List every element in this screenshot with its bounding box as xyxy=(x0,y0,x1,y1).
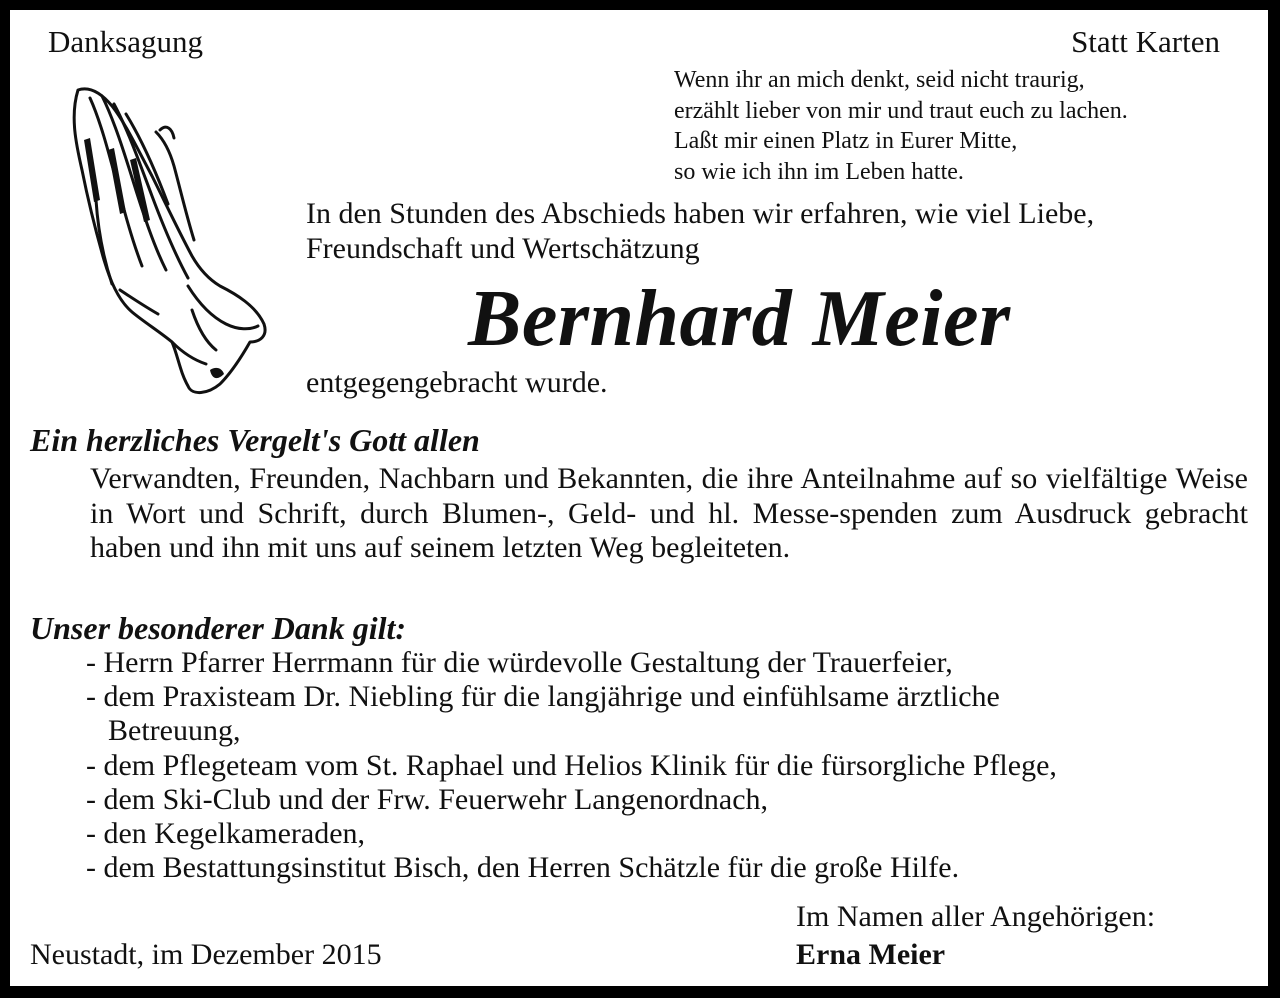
list-item: - dem Ski-Club und der Frw. Feuerwehr Langenordnach, xyxy=(86,782,769,816)
poem-line: Wenn ihr an mich denkt, seid nicht traurig, xyxy=(674,67,1085,93)
list-item: - dem Praxisteam Dr. Niebling für die langjährige und einfühlsame ärztliche xyxy=(86,680,1000,714)
poem-line: erzählt lieber von mir und traut euch zu lachen. xyxy=(674,97,1128,124)
thanks-heading: Ein herzliches Vergelt's Gott allen xyxy=(30,422,480,458)
signature-line: Im Namen aller Angehörigen: xyxy=(796,900,1156,933)
list-item: - dem Bestattungsinstitut Bisch, den Herren Schätzle für die große Hilfe. xyxy=(86,851,960,885)
poem-line: Laßt mir einen Platz in Eurer Mitte, xyxy=(674,128,1018,154)
deceased-name: Bernhard Meier xyxy=(468,275,1011,363)
list-item: - dem Pflegeteam vom St. Raphael und Helios Klinik für die fürsorgliche Pflege, xyxy=(86,748,1057,782)
intro-text xyxy=(306,196,1094,266)
special-thanks-list xyxy=(86,646,1057,885)
list-item-continuation: Betreuung, xyxy=(108,714,241,748)
poem xyxy=(674,65,1128,187)
praying-hands-icon xyxy=(60,80,270,400)
list-item: - den Kegelkameraden, xyxy=(86,817,366,851)
signature-name: Erna Meier xyxy=(796,938,946,971)
obituary-notice xyxy=(10,10,1268,986)
list-item: - Herrn Pfarrer Herrmann für die würdevolle Gestaltung der Trauerfeier, xyxy=(86,646,953,679)
thanks-paragraph: Verwandten, Freunden, Nachbarn und Bekannten, die ihre Anteilnahme auf so vielfältige Weise in Wort und Schrift, durch Blumen-, Geld- und hl. Messe-spenden zum Ausdruck gebracht haben und ihn mit uns auf seinem letzten Weg begleiteten. xyxy=(90,462,1248,564)
special-thanks-heading: Unser besonderer Dank gilt: xyxy=(30,610,407,646)
place-date: Neustadt, im Dezember 2015 xyxy=(30,938,382,971)
header-left: Danksagung xyxy=(48,24,203,59)
intro-line: In den Stunden des Abschieds haben wir erfahren, wie viel Liebe, xyxy=(306,197,1095,230)
poem-line: so wie ich ihn im Leben hatte. xyxy=(674,158,964,185)
header-right: Statt Karten xyxy=(1071,24,1220,59)
intro-line: Freundschaft und Wertschätzung xyxy=(306,232,700,265)
after-name-text: entgegengebracht wurde. xyxy=(306,366,608,399)
